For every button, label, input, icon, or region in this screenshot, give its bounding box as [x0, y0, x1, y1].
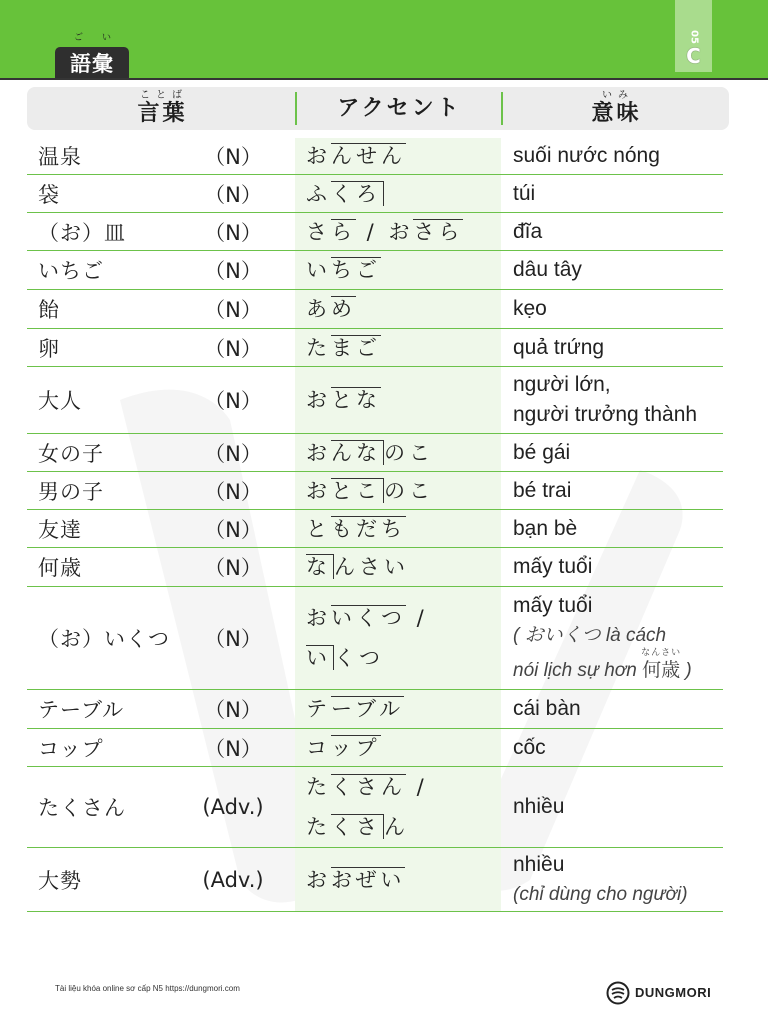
accent-high-segment: おぜい [331, 867, 406, 892]
accent-segment: あ [306, 297, 331, 321]
accent-segment: と [306, 516, 331, 541]
accent-cell [295, 548, 501, 586]
accent-lines [306, 598, 428, 678]
vocabulary-table-body [27, 138, 723, 912]
word-cell [27, 848, 295, 911]
vocabulary-row [27, 690, 723, 729]
accent-high-segment: い [306, 645, 334, 670]
vocabulary-row [27, 510, 723, 548]
word-text: いちご [38, 259, 104, 283]
column-header-accent-label: アクセント [337, 96, 462, 121]
word-text: 友達 [38, 517, 82, 542]
meaning-line: cái bàn [513, 697, 581, 720]
ruby-word [641, 647, 682, 685]
meaning-line: mấy tuổi [513, 594, 593, 617]
word-text: コップ [38, 736, 104, 761]
accent-line [306, 476, 434, 506]
part-of-speech: （N） [204, 517, 262, 542]
part-of-speech: （N） [204, 698, 262, 722]
meaning-lines [513, 255, 582, 285]
column-header-meaning [501, 87, 729, 130]
accent-cell [295, 367, 501, 433]
accent-cell [295, 848, 501, 911]
vocabulary-row [27, 587, 723, 690]
section-badge-label: 語彙 [70, 51, 114, 76]
usage-note [513, 647, 692, 685]
lesson-part-letter: C [686, 44, 701, 68]
meaning-line: quả trứng [513, 335, 605, 359]
accent-lines [306, 694, 404, 724]
accent-cell [295, 290, 501, 328]
accent-lines [306, 865, 405, 895]
accent-high-segment: さら [413, 219, 464, 244]
word-text: 何歳 [38, 556, 82, 580]
meaning-line: bạn bè [513, 516, 578, 540]
accent-segment: お [306, 606, 331, 630]
accent-lines [306, 385, 381, 415]
vocabulary-row [27, 138, 723, 175]
accent-cell [295, 138, 501, 174]
meaning-line: nhiều [513, 795, 565, 818]
meaning-cell [501, 213, 723, 250]
accent-high-segment: ップ [330, 735, 381, 760]
vocabulary-row [27, 729, 723, 767]
column-header-word-furigana: ことば [140, 90, 188, 101]
vocabulary-row [27, 175, 723, 213]
word-cell [27, 213, 295, 250]
accent-line [306, 217, 463, 247]
word-cell [27, 329, 295, 366]
word-text: （お）いくつ [38, 627, 170, 651]
accent-segment: のこ [384, 440, 434, 465]
part-of-speech: (Adv.) [202, 867, 264, 892]
accent-segment: んさい [334, 555, 409, 579]
word-text: 温泉 [38, 145, 82, 169]
word-text: 男の子 [38, 479, 104, 504]
brand-name: DUNGMORI [635, 985, 712, 1000]
accent-cell [295, 690, 501, 728]
accent-segment: ふ [306, 181, 331, 206]
accent-segment: くつ [334, 646, 384, 670]
part-of-speech: （N） [204, 259, 262, 283]
meaning-cell [501, 434, 723, 471]
accent-high-segment: まご [331, 335, 381, 360]
word-text: たくさん [38, 796, 126, 820]
meaning-line: người trưởng thành [513, 403, 698, 426]
word-text: 大勢 [38, 868, 82, 893]
accent-segment: た [306, 775, 331, 799]
note-text: nói lịch sự hơn [513, 660, 643, 681]
accent-segment: お [306, 388, 331, 412]
accent-segment: お [306, 440, 331, 465]
word-text: テーブル [38, 698, 125, 722]
vocabulary-row [27, 767, 723, 848]
word-cell [27, 138, 295, 174]
accent-lines [306, 438, 434, 468]
accent-lines [306, 141, 406, 171]
accent-lines [306, 179, 384, 209]
column-header-accent [295, 87, 501, 130]
part-of-speech: （N） [204, 336, 262, 361]
usage-note [513, 621, 692, 650]
note-text: ) [680, 660, 692, 681]
part-of-speech: （N） [204, 627, 262, 651]
accent-high-segment: もだち [331, 516, 406, 541]
accent-high-segment: いくつ [331, 606, 406, 630]
accent-high-segment: な [306, 554, 334, 579]
accent-line [306, 514, 406, 544]
part-of-speech: （N） [204, 145, 262, 169]
column-header-meaning-label: 意味 [591, 101, 642, 126]
meaning-lines [513, 438, 570, 468]
vocabulary-row [27, 213, 723, 251]
dungmori-logo-icon [606, 981, 630, 1005]
meaning-line: suối nước nóng [513, 144, 660, 167]
word-cell [27, 510, 295, 547]
accent-high-segment: くさん [331, 775, 406, 799]
word-text: 女の子 [38, 441, 104, 466]
word-cell [27, 434, 295, 471]
table-header [27, 87, 729, 130]
vocabulary-row [27, 434, 723, 472]
accent-cell [295, 472, 501, 509]
word-text: 袋 [38, 182, 60, 207]
accent-lines [306, 333, 381, 363]
meaning-cell [501, 251, 723, 289]
accent-cell [295, 434, 501, 471]
meaning-lines [513, 370, 697, 430]
accent-high-segment: とな [331, 388, 381, 412]
part-of-speech: (Adv.) [202, 795, 264, 819]
usage-note [513, 880, 688, 909]
word-text: 飴 [38, 298, 60, 322]
word-text: 卵 [38, 336, 60, 361]
note-text: (chỉ dùng cho người) [513, 884, 688, 905]
word-cell [27, 367, 295, 433]
meaning-lines [513, 141, 660, 171]
accent-high-segment: とこ [331, 478, 384, 503]
part-of-speech: （N） [204, 298, 262, 322]
part-of-speech: （N） [204, 441, 262, 466]
accent-line [306, 255, 381, 285]
meaning-cell [501, 548, 723, 586]
meaning-lines [513, 850, 688, 909]
part-of-speech: （N） [204, 220, 262, 245]
word-cell [27, 472, 295, 509]
accent-line [306, 807, 428, 847]
accent-segment: お [306, 144, 331, 168]
section-badge [55, 47, 129, 78]
accent-segment: い [306, 258, 331, 282]
meaning-lines [513, 694, 581, 724]
furigana: なんさい [641, 647, 682, 657]
accent-line [306, 385, 381, 415]
accent-line [306, 865, 405, 895]
accent-cell [295, 729, 501, 766]
vocabulary-row [27, 329, 723, 367]
part-of-speech: （N） [204, 556, 262, 580]
accent-cell [295, 251, 501, 289]
accent-high-segment: ちご [331, 258, 381, 282]
meaning-line: người lớn, [513, 373, 611, 396]
accent-line [306, 294, 356, 324]
meaning-line: cốc [513, 735, 546, 759]
meaning-lines [513, 792, 564, 822]
word-text: （お）皿 [38, 220, 126, 245]
accent-line [306, 767, 428, 807]
accent-high-segment: め [331, 297, 356, 321]
column-header-meaning-furigana: いみ [602, 90, 634, 101]
accent-line [306, 733, 381, 763]
accent-segment: / [406, 606, 428, 630]
accent-lines [306, 552, 409, 582]
accent-segment: / [356, 219, 389, 244]
accent-cell [295, 587, 501, 689]
vocabulary-row [27, 472, 723, 510]
meaning-lines [513, 217, 542, 247]
meaning-lines [513, 179, 535, 209]
vocabulary-row [27, 548, 723, 587]
word-cell [27, 175, 295, 212]
meaning-lines [513, 733, 546, 763]
accent-segment: / [406, 775, 428, 799]
lesson-tab [675, 0, 712, 72]
accent-line [306, 552, 409, 582]
meaning-line: mấy tuổi [513, 555, 593, 578]
accent-segment: ん [384, 815, 409, 839]
footer-source-text: Tài liệu khóa online sơ cấp N5 https://dungmori.com [55, 984, 240, 993]
vocabulary-row [27, 290, 723, 329]
meaning-cell [501, 510, 723, 547]
word-cell [27, 587, 295, 689]
accent-segment: テ [306, 697, 331, 721]
meaning-lines [513, 552, 592, 582]
word-cell [27, 729, 295, 766]
accent-segment: コ [306, 735, 331, 760]
accent-segment: お [306, 867, 331, 892]
meaning-line: nhiều [513, 853, 565, 876]
accent-lines [306, 476, 434, 506]
word-cell [27, 767, 295, 847]
accent-segment: お [388, 219, 414, 244]
meaning-lines [513, 294, 547, 324]
accent-segment: お [306, 478, 331, 503]
accent-high-segment: くろ [331, 181, 384, 206]
accent-segment: さ [306, 219, 331, 244]
meaning-line: kẹo [513, 297, 547, 320]
meaning-cell [501, 329, 723, 366]
meaning-cell [501, 367, 723, 433]
accent-lines [306, 733, 381, 763]
accent-lines [306, 217, 463, 247]
note-text: ( おいくつ là cách [513, 625, 667, 646]
meaning-line: bé gái [513, 440, 571, 464]
accent-high-segment: んせん [331, 144, 406, 168]
accent-segment: のこ [384, 478, 434, 503]
meaning-cell [501, 587, 723, 689]
accent-line [306, 438, 434, 468]
meaning-line: đĩa [513, 219, 543, 243]
meaning-line: túi [513, 181, 536, 205]
column-header-word [27, 87, 295, 130]
accent-cell [295, 213, 501, 250]
accent-high-segment: ーブル [331, 697, 405, 721]
meaning-lines [513, 514, 577, 544]
meaning-cell [501, 138, 723, 174]
accent-cell [295, 510, 501, 547]
accent-high-segment: んな [331, 440, 384, 465]
accent-cell [295, 329, 501, 366]
vocabulary-row [27, 367, 723, 434]
vocabulary-row [27, 251, 723, 290]
accent-cell [295, 175, 501, 212]
word-cell [27, 290, 295, 328]
word-cell [27, 251, 295, 289]
badge-furigana: ごい [74, 33, 131, 43]
word-cell [27, 548, 295, 586]
meaning-cell [501, 729, 723, 766]
meaning-line: bé trai [513, 478, 572, 502]
brand-logo [606, 980, 711, 1005]
kanji-word: 何歳 [642, 660, 681, 681]
meaning-cell [501, 175, 723, 212]
meaning-lines [513, 591, 692, 685]
meaning-cell [501, 472, 723, 509]
accent-cell [295, 767, 501, 847]
accent-line [306, 179, 384, 209]
accent-high-segment: ら [331, 219, 356, 244]
meaning-cell [501, 690, 723, 728]
part-of-speech: （N） [204, 479, 262, 504]
accent-line [306, 694, 404, 724]
accent-high-segment: くさ [331, 814, 384, 839]
accent-line [306, 638, 428, 678]
part-of-speech: （N） [204, 736, 262, 761]
part-of-speech: （N） [204, 389, 262, 413]
accent-line [306, 598, 428, 638]
accent-line [306, 141, 406, 171]
meaning-lines [513, 333, 604, 363]
meaning-cell [501, 290, 723, 328]
accent-lines [306, 767, 428, 847]
lesson-number: 05 [688, 30, 700, 44]
meaning-lines [513, 476, 571, 506]
column-header-word-label: 言葉 [137, 101, 188, 126]
meaning-cell [501, 767, 723, 847]
accent-line [306, 333, 381, 363]
accent-lines [306, 255, 381, 285]
accent-lines [306, 294, 356, 324]
accent-segment: た [306, 815, 331, 839]
top-header-bar [0, 0, 768, 80]
word-text: 大人 [38, 389, 82, 413]
meaning-cell [501, 848, 723, 911]
word-cell [27, 690, 295, 728]
meaning-line: dâu tây [513, 258, 582, 281]
vocabulary-row [27, 848, 723, 912]
accent-lines [306, 514, 406, 544]
part-of-speech: （N） [204, 182, 262, 207]
accent-segment: た [306, 335, 331, 360]
